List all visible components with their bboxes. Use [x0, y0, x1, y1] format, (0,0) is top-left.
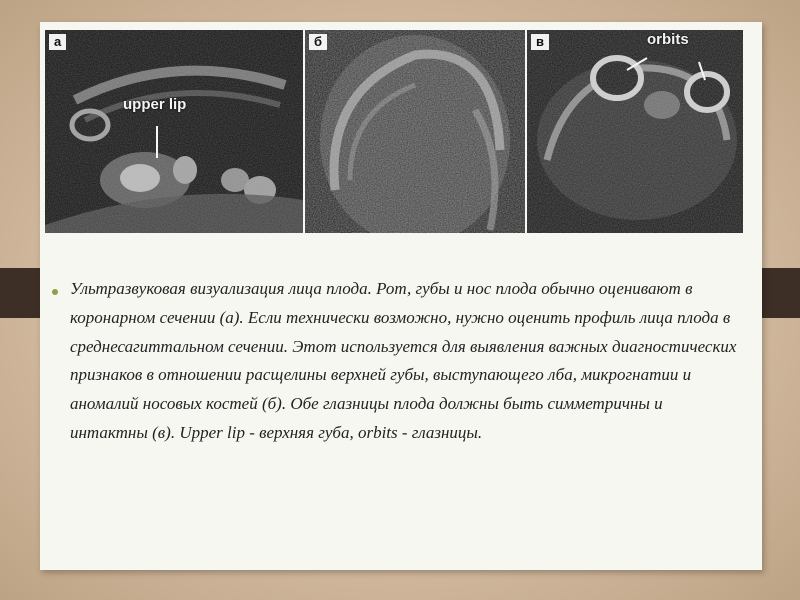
panel-label-a: а	[49, 34, 66, 50]
panel-label-b: б	[309, 34, 327, 50]
ultrasound-graphic-a	[45, 30, 303, 233]
ultrasound-image-c	[527, 30, 743, 233]
ultrasound-image-a	[45, 30, 303, 233]
panel-label-c: в	[531, 34, 549, 50]
figure-caption: Ультразвуковая визуализация лица плода. Рот, губы и нос плода обычно оценивают в коронарном сечении (а). Если технически возможно, нужно оценить профиль лица плода в среднесагиттальном сечении. Этот используется для выявления важных диагностических признаков в отношении расщелины верхней губы, выступающего лба, микрогнатии и аномалий носовых костей (б). Обе глазницы плода должны быть симметричны и интактны (в). Upper lip - верхняя губа, orbits - глазницы.	[70, 279, 737, 442]
bullet-point-icon	[52, 289, 58, 295]
orbits-annotation: orbits	[647, 31, 689, 48]
ultrasound-image-b	[305, 30, 525, 233]
ultrasound-graphic-b	[305, 30, 525, 233]
ultrasound-graphic-c	[527, 30, 743, 233]
upper-lip-annotation: upper lip	[123, 96, 187, 113]
